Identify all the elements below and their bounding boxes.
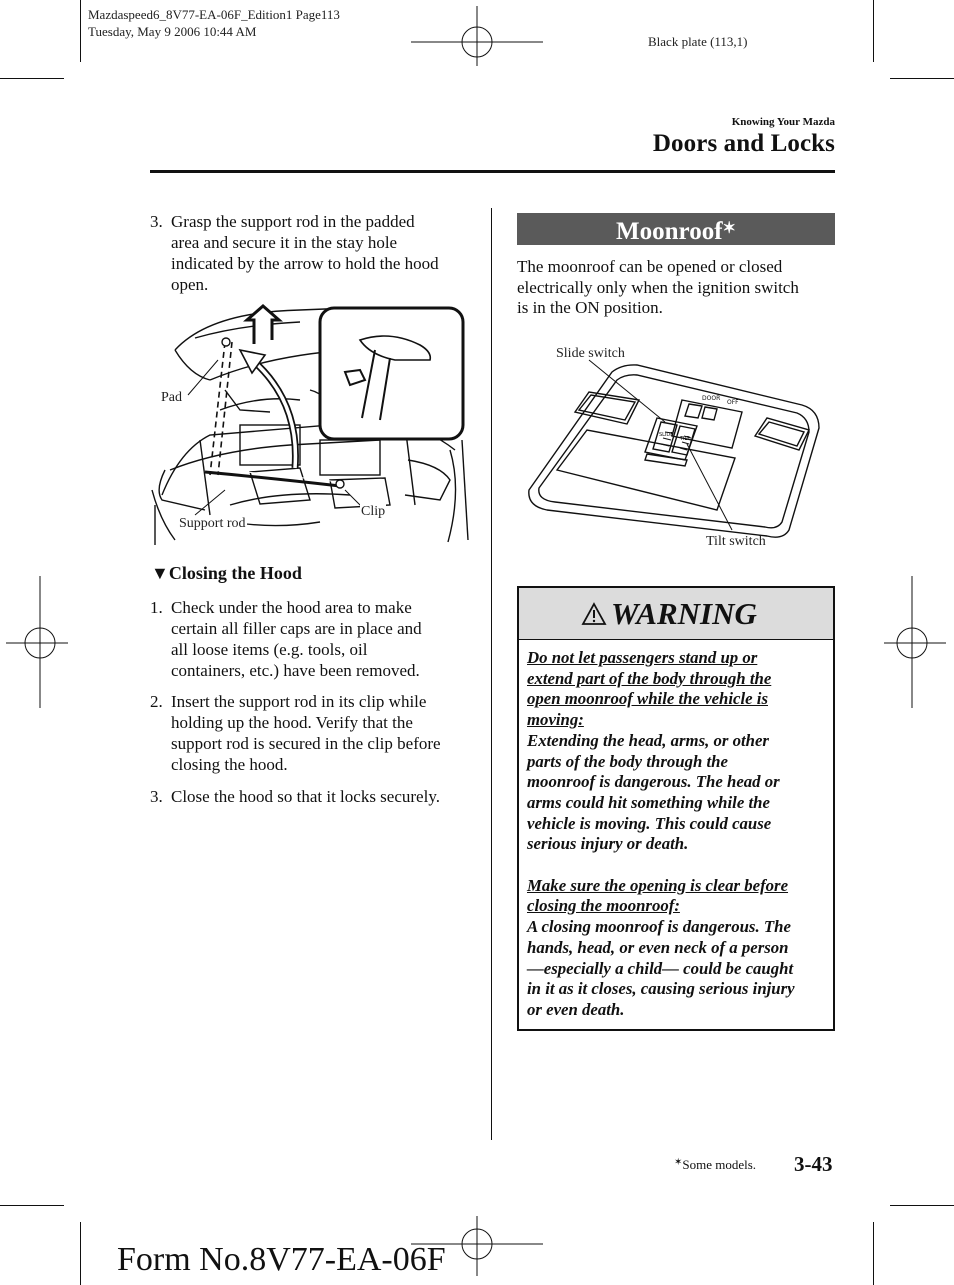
tiny-door-text: DOOR	[702, 395, 721, 402]
intro-line: electrically only when the ignition switch	[517, 277, 799, 297]
registration-mark-left	[6, 576, 68, 708]
hood-step-3	[150, 211, 480, 295]
closing-hood-title: Closing the Hood	[168, 563, 302, 583]
label-pad: Pad	[161, 390, 182, 405]
warning-title: WARNING	[611, 596, 757, 631]
page-number: 3-43	[794, 1152, 833, 1176]
step-number: 3.	[150, 787, 163, 806]
section-title: Doors and Locks	[652, 130, 835, 157]
warning-line: hands, head, or even neck of a person	[527, 937, 789, 957]
star-icon: ✶	[722, 220, 736, 237]
warning-line: A closing moonroof is dangerous. The	[527, 917, 791, 937]
warning-line: arms could hit something while the	[527, 792, 770, 812]
tiny-tilt-text: TILT	[680, 436, 690, 442]
step-line: support rod is secured in the clip before	[171, 734, 441, 753]
registration-mark-top	[411, 6, 543, 76]
warning-line: vehicle is moving. This could cause	[527, 813, 772, 833]
warning-line: moonroof is dangerous. The head or	[527, 772, 780, 792]
some-models-text: Some models.	[682, 1157, 757, 1172]
closing-step-2	[150, 691, 480, 775]
step-number: 3.	[150, 212, 163, 231]
step-text	[171, 691, 441, 775]
closing-step-1	[150, 597, 480, 681]
warning-line: Make sure the opening is clear before	[527, 875, 789, 895]
step-line: indicated by the arrow to hold the hood	[171, 254, 439, 273]
crop-mark	[0, 78, 64, 79]
step-line: Close the hood so that it locks securely.	[171, 787, 440, 806]
step-line: all loose items (e.g. tools, oil	[171, 640, 368, 659]
step-number: 1.	[150, 598, 163, 617]
step-line: closing the hood.	[171, 755, 288, 774]
column-divider	[491, 208, 492, 1140]
warning-line: —especially a child— could be caught	[527, 958, 794, 978]
step-text	[171, 786, 440, 807]
warning-body	[527, 648, 829, 1021]
moonroof-title: Moonroof	[616, 218, 723, 245]
warning-box	[517, 586, 835, 1031]
label-support-rod: Support rod	[179, 516, 246, 531]
header-rule	[150, 170, 835, 173]
label-slide-switch: Slide switch	[556, 346, 625, 361]
hood-illustration	[150, 300, 470, 545]
warning-line: extend part of the body through the	[527, 668, 772, 688]
warning-header	[519, 588, 833, 640]
chapter-label: Knowing Your Mazda	[731, 116, 835, 128]
warning-line: Extending the head, arms, or other	[527, 730, 769, 750]
step-line: containers, etc.) have been removed.	[171, 661, 420, 680]
warning-line: or even death.	[527, 999, 625, 1019]
warning-line: in it as it closes, causing serious injury	[527, 979, 795, 999]
print-info	[88, 6, 340, 40]
warning-line: Do not let passengers stand up or	[527, 648, 758, 667]
crop-mark	[890, 78, 954, 79]
step-line: holding up the hood. Verify that the	[171, 713, 413, 732]
form-number: Form No.8V77-EA-06F	[117, 1241, 446, 1278]
some-models-footnote	[674, 1157, 756, 1173]
intro-line: The moonroof can be opened or closed	[517, 257, 783, 276]
black-plate-label: Black plate (113,1)	[648, 34, 748, 49]
tiny-slide-text: SLIDE	[659, 432, 674, 438]
step-line: Check under the hood area to make	[171, 598, 412, 617]
star-icon: ✶	[674, 1157, 683, 1168]
label-clip: Clip	[361, 504, 386, 519]
moonroof-intro	[517, 257, 837, 319]
crop-mark	[80, 1222, 81, 1285]
label-tilt-switch: Tilt switch	[706, 534, 766, 549]
registration-mark-right	[884, 576, 946, 708]
triangle-marker-icon: ▼	[151, 563, 169, 583]
crop-mark	[890, 1205, 954, 1206]
step-line: Insert the support rod in its clip while	[171, 692, 427, 711]
warning-line: closing the moonroof:	[527, 896, 680, 916]
moonroof-heading	[517, 213, 835, 245]
step-line: Grasp the support rod in the padded	[171, 212, 415, 231]
closing-hood-heading	[151, 563, 302, 584]
step-line: open.	[171, 275, 209, 294]
crop-mark	[80, 0, 81, 62]
warning-line: serious injury or death.	[527, 834, 689, 854]
print-info-line1: Mazdaspeed6_8V77-EA-06F_Edition1 Page113	[88, 7, 340, 22]
intro-line: is in the ON position.	[517, 298, 663, 317]
step-text	[171, 597, 422, 681]
warning-line: parts of the body through the	[527, 751, 728, 771]
tiny-off-text: OFF	[727, 399, 739, 406]
print-info-line2: Tuesday, May 9 2006 10:44 AM	[88, 24, 257, 39]
moonroof-console-illustration	[527, 340, 827, 550]
warning-line: moving:	[527, 710, 584, 730]
crop-mark	[0, 1205, 64, 1206]
step-line: certain all filler caps are in place and	[171, 619, 422, 638]
warning-triangle-icon	[581, 602, 607, 626]
crop-mark	[873, 0, 874, 62]
closing-step-3	[150, 786, 480, 808]
warning-line: open moonroof while the vehicle is	[527, 689, 768, 709]
crop-mark	[873, 1222, 874, 1285]
step-text	[171, 211, 439, 295]
step-line: area and secure it in the stay hole	[171, 233, 398, 252]
step-number: 2.	[150, 692, 163, 711]
